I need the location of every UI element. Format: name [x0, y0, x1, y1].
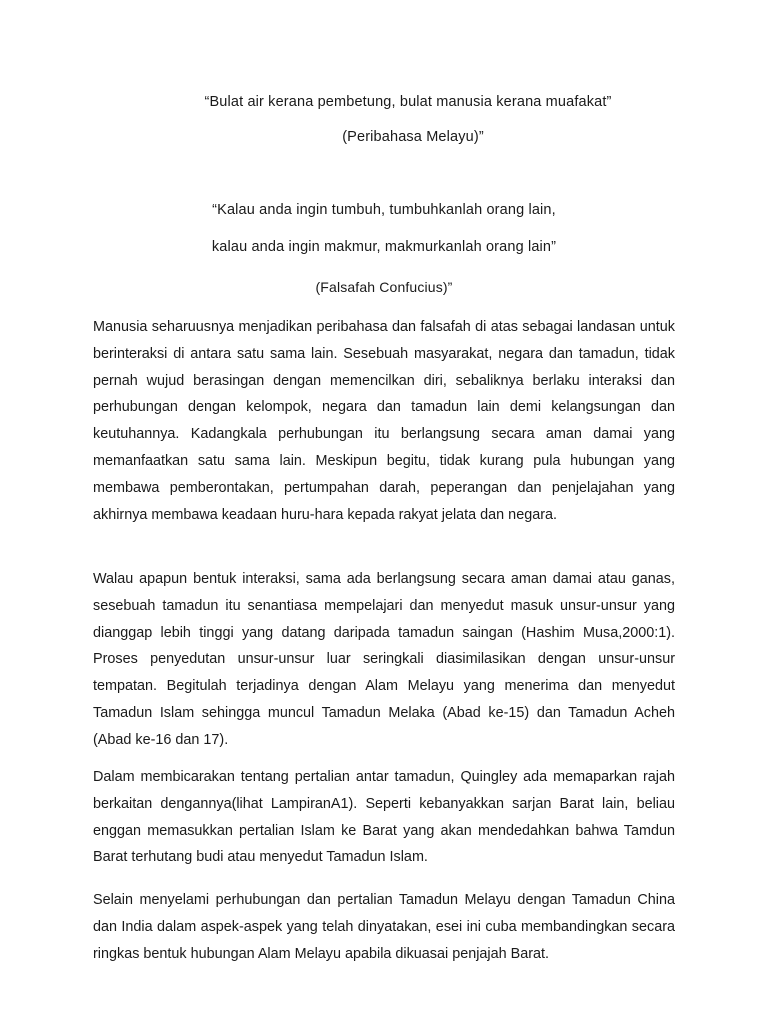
body-paragraph-2: Walau apapun bentuk interaksi, sama ada berlangsung secara aman damai atau ganas, sesebuah tamadun itu senantiasa mempelajari dan menyedut masuk unsur-unsur yang dianggap lebih tinggi yang datang daripada tamadun saingan (Hashim Musa,2000:1). Proses penyedutan unsur-unsur luar seringkali diasimilasikan dengan unsur-unsur tempatan. Begitulah terjadinya dengan Alam Melayu yang menerima dan menyedut Tamadun Islam sehingga muncul Tamadun Melaka (Abad ke-15) dan Tamadun Acheh (Abad ke-16 dan 17). — [93, 571, 675, 748]
confucius-quote-line-2: kalau anda ingin makmur, makmurkanlah orang lain” — [211, 239, 557, 255]
body-paragraph-4: Selain menyelami perhubungan dan pertalian Tamadun Melayu dengan Tamadun China dan India dalam aspek-aspek yang telah dinyatakan, esei ini cuba membandingkan secara ringkas bentuk hubungan Alam Melayu apabila dikuasai penjajah Barat. — [93, 892, 675, 962]
confucius-quote-line-1: “Kalau anda ingin tumbuh, tumbuhkanlah orang lain, — [212, 202, 556, 218]
confucius-source: (Falsafah Confucius)” — [315, 279, 453, 295]
body-paragraph-3: Dalam membicarakan tentang pertalian antar tamadun, Quingley ada memaparkan rajah berkaitan dengannya(lihat LampiranA1). Seperti kebanyakkan sarjan Barat lain, beliau enggan memasukkan pertalian Islam ke Barat yang akan mendedahkan bahwa Tamdun Barat terhutang budi atau menyedut Tamadun Islam. — [93, 769, 675, 866]
peribahasa-source: (Peribahasa Melayu)” — [342, 129, 484, 145]
peribahasa-quote: “Bulat air kerana pembetung, bulat manusia kerana muafakat” — [204, 94, 612, 110]
body-paragraph-1: Manusia seharuusnya menjadikan peribahasa dan falsafah di atas sebagai landasan untuk berinteraksi di antara satu sama lain. Sesebuah masyarakat, negara dan tamadun, tidak pernah wujud berasingan dengan memencilkan diri, sebaliknya berlaku interaksi dan perhubungan dengan kelompok, negara dan tamadun lain demi kelangsungan dan keutuhannya. Kadangkala perhubungan itu berlangsung secara aman damai yang memanfaatkan satu sama lain. Meskipun begitu, tidak kurang pula hubungan yang membawa pemberontakan, pertumpahan darah, peperangan dan penjelajahan yang akhirnya membawa keadaan huru-hara kepada rakyat jelata dan negara. — [93, 319, 675, 523]
